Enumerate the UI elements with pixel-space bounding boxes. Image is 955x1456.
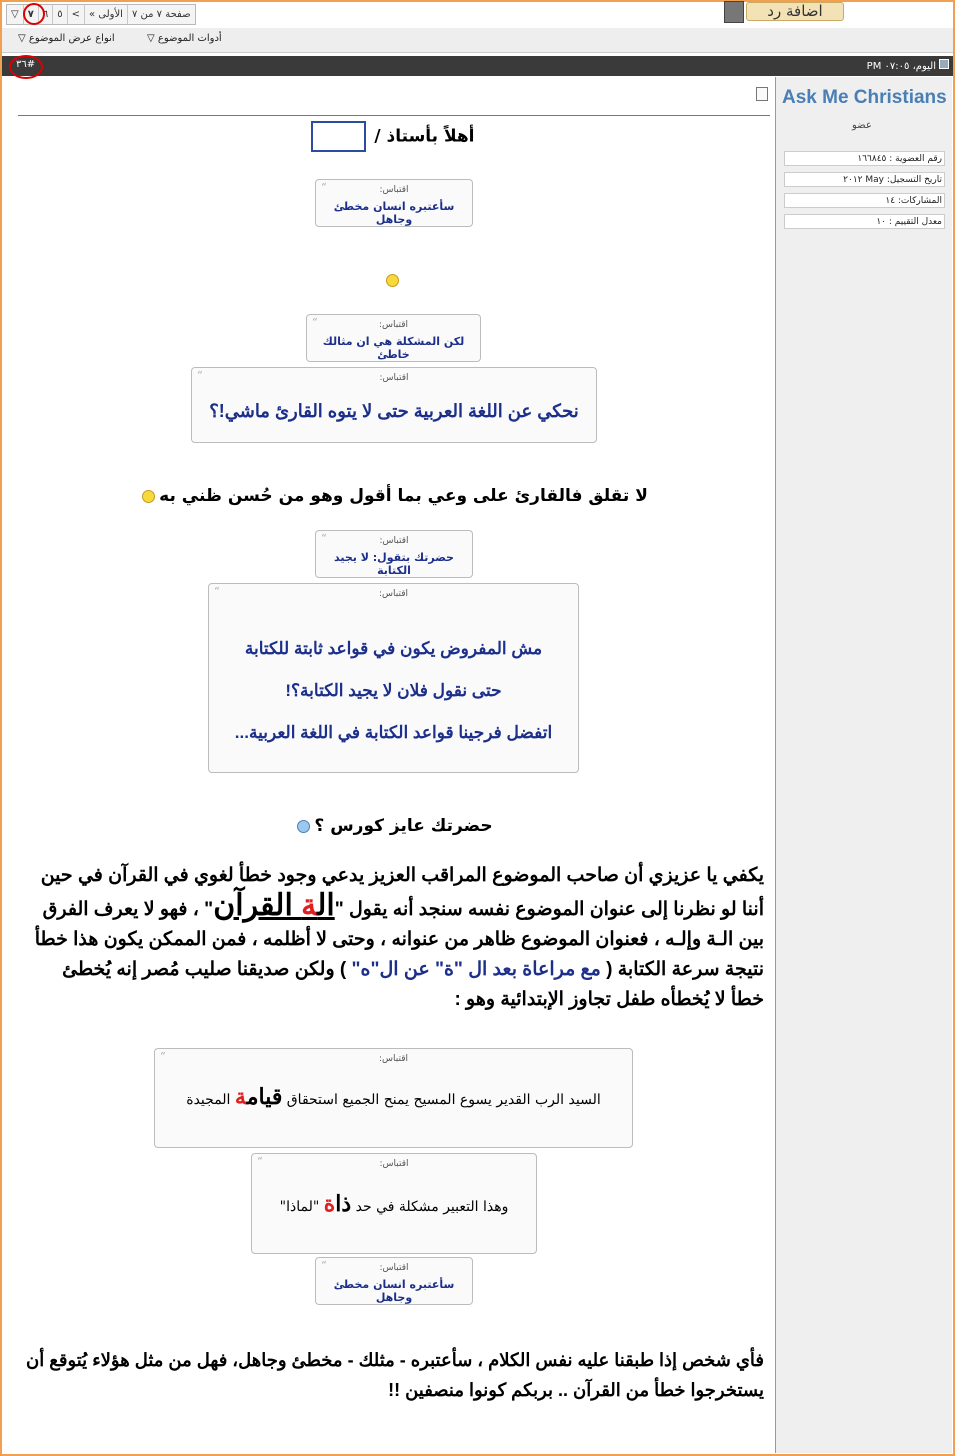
quote-mark-icon: “: [321, 532, 327, 545]
quote-box: [315, 530, 473, 578]
smiley-icon: [386, 274, 399, 287]
quote-text: حضرتك بتقول: لا يجيد الكتابة: [334, 551, 454, 577]
smiley-icon: [142, 490, 155, 503]
highlight-word: [235, 1084, 282, 1110]
reply-icon: [724, 1, 744, 23]
quote-text-part: "لماذا": [279, 1199, 324, 1215]
quote-text: لكن المشكلة هي ان مثالك خاطئ: [322, 335, 465, 361]
quote-label: اقتباس:: [379, 185, 409, 195]
user-stat-rating: معدل التقييم : ١٠: [784, 214, 945, 229]
quote-text-part: السيد الرب القدير يسوع المسيح يمنح الجميع استحقاق: [282, 1092, 601, 1108]
user-stat-member-id: رقم العضوية : ١٦٦٨٤٥: [784, 151, 945, 166]
quote-label: اقتباس:: [379, 536, 409, 546]
pagination-menu-icon[interactable]: ▽: [7, 5, 24, 24]
user-stat-posts: المشاركات: ١٤: [784, 193, 945, 208]
highlight-word: [324, 1191, 351, 1217]
reply-text: حضرتك عايز كورس ؟: [314, 816, 493, 836]
para-text: ) ولكن صديقنا صليب مُصر إنه يُخطئ خطأ لا يُخطأه طفل تجاوز الإبتدائية وهو :: [62, 959, 764, 1010]
quote-box: [154, 1048, 633, 1148]
quote-mark-icon: “: [312, 316, 318, 329]
post-body: [14, 77, 772, 1453]
reply-line: [14, 486, 772, 506]
user-info-panel: [775, 77, 952, 1453]
quote-label: اقتباس:: [379, 1159, 409, 1169]
display-modes-menu[interactable]: انواع عرض الموضوع ▽: [18, 33, 115, 44]
quote-text: نحكي عن اللغة العربية حتى لا يتوه القارئ ماشي!؟: [209, 401, 579, 421]
post-date-text: اليوم، ٠٧:٠٥ PM: [866, 61, 936, 72]
page-link[interactable]: ٥: [53, 5, 67, 24]
prev-page-button[interactable]: <: [68, 5, 85, 24]
post-date: [867, 59, 949, 72]
main-paragraph: [24, 861, 764, 1015]
quote-mark-icon: “: [197, 369, 203, 382]
quote-text-line: حتى نقول فلان لا يجيد الكتابة؟!: [285, 681, 502, 700]
user-rank: عضو: [852, 120, 872, 131]
thread-toolbar: [2, 28, 953, 53]
post-header-bar: [2, 56, 953, 76]
highlight-suffix: القرآن: [213, 889, 302, 922]
closing-paragraph: فأي شخص إذا طبقنا عليه نفس الكلام ، سأعتبره - مثلك - مخطئ وجاهل، فهل من مثل هؤلاء يُتوقع أن يستخرجوا خطأ من القرآن .. بربكم كونوا منصفين !!: [26, 1350, 764, 1400]
quote-text: سأعتبره انسان مخطئ وجاهل: [333, 200, 455, 226]
smiley-icon: [297, 820, 310, 833]
quote-label: اقتباس:: [379, 1263, 409, 1273]
quote-box: [315, 1257, 473, 1305]
post-number-link[interactable]: #٣٦: [16, 59, 36, 70]
reply-button-label: اضافة رد: [746, 2, 844, 21]
quote-mark-icon: “: [214, 585, 220, 598]
highlight-prefix: ال: [317, 889, 335, 922]
greeting-text: أهلاً بأستاذ /: [374, 126, 475, 147]
quote-mark-icon: “: [321, 181, 327, 194]
username-link[interactable]: Ask Me Christians: [782, 87, 947, 108]
quote-text-part: وهذا التعبير مشكلة في حد: [351, 1199, 509, 1215]
quote-box: [315, 179, 473, 227]
para-text: " ، فهو لا يعرف الفرق بين الـة وإلـه ، فعنوان الموضوع ظاهر من عنوانه ، وحتى لا أظلمه ، فمن الممكن يكون هذا خطأ نتيجة سرعة الكتابة (: [34, 899, 764, 980]
para-note: مع مراعاة بعد ال "ة" عن ال"ه": [351, 959, 601, 980]
first-page-link[interactable]: « الأولى: [85, 5, 128, 24]
quote-label: اقتباس:: [379, 1054, 408, 1064]
quote-label: اقتباس:: [379, 589, 408, 599]
quote-mark-icon: “: [257, 1155, 263, 1168]
quote-text-line: اتفضل فرجينا قواعد الكتابة في اللغة العربية...: [234, 723, 553, 742]
reply-line: [14, 816, 772, 836]
name-box: [311, 121, 366, 152]
greeting-line: [14, 121, 772, 152]
highlight-letter: ة: [323, 1191, 336, 1217]
quote-box: [251, 1153, 537, 1254]
quote-mark-icon: “: [160, 1050, 166, 1063]
quote-text-line: مش المفروض يكون في قواعد ثابتة للكتابة: [244, 639, 543, 658]
quote-text: سأعتبره انسان مخطئ وجاهل: [333, 1278, 455, 1304]
highlight-word: [213, 889, 334, 922]
quote-label: اقتباس:: [379, 373, 409, 383]
quote-box: [306, 314, 481, 362]
highlight-letter: ة: [301, 889, 318, 922]
quote-text: [252, 1191, 536, 1217]
quote-text: [155, 1084, 632, 1110]
reply-button[interactable]: [724, 1, 842, 21]
highlight-prefix: قيام: [246, 1084, 283, 1110]
page-link[interactable]: ٦: [39, 5, 53, 24]
para-text: يكفي يا عزيزي أن صاحب الموضوع المراقب العزيز يدعي وجود خطأ لغوي في القرآن في حين أننا لو نظرنا إلى عنوان الموضوع نفسه سنجد أنه يقول ": [40, 865, 764, 920]
quote-mark-icon: “: [321, 1259, 327, 1272]
page-of-label: صفحة ٧ من ٧: [131, 9, 191, 20]
reply-text: لا تقلق فالقارئ على وعي بما أقول وهو من حُسن ظني به: [159, 486, 648, 506]
post-status-icon: [939, 59, 949, 69]
post-icon: [756, 87, 768, 101]
post-number-highlight: [9, 55, 43, 79]
quote-label: اقتباس:: [379, 320, 408, 330]
quote-box: [191, 367, 597, 443]
thread-tools-menu[interactable]: أدوات الموضوع ▽: [147, 33, 222, 44]
highlight-prefix: ذا: [335, 1191, 352, 1217]
quote-box: [208, 583, 579, 773]
highlight-letter: ة: [234, 1084, 247, 1110]
page-link-current[interactable]: ٧: [24, 5, 39, 24]
current-page-highlight: [23, 3, 45, 25]
quote-text-part: المجيدة: [186, 1092, 235, 1108]
post-divider: [18, 115, 770, 116]
user-stat-join-date: تاريخ التسجيل: May ٢٠١٢: [784, 172, 945, 187]
